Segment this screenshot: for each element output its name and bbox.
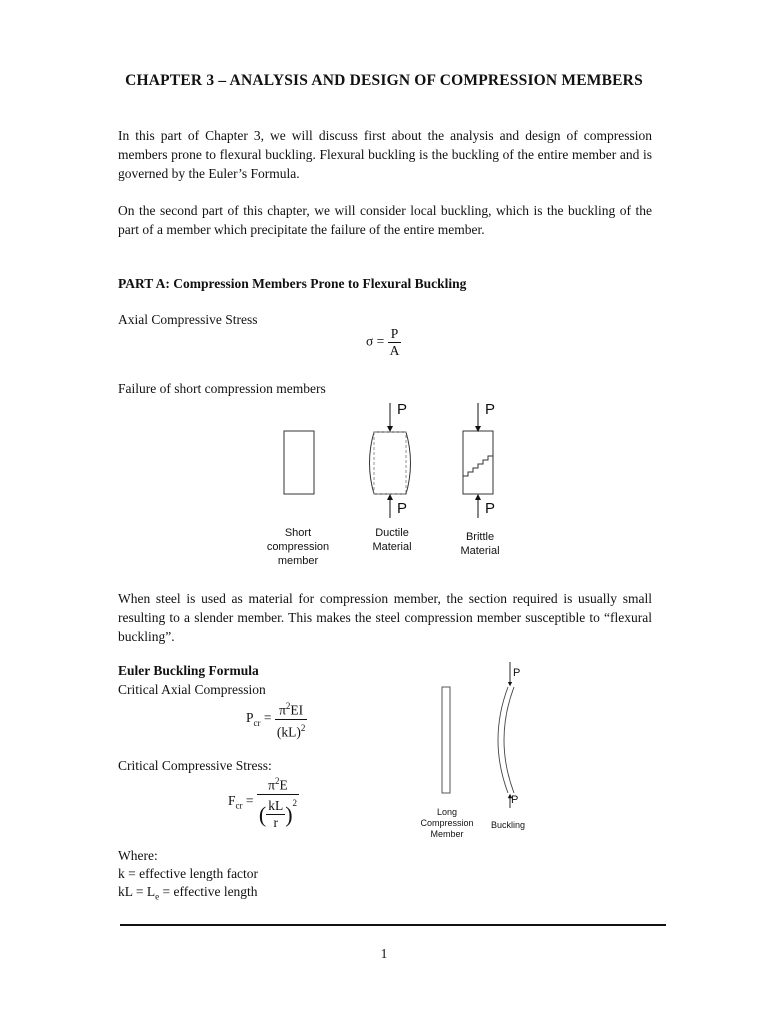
fcr-pi: π <box>268 777 275 793</box>
brittle-top-load: P <box>485 401 496 418</box>
pcr-num-tail: EI <box>290 702 304 718</box>
pcr-den-base: (kL) <box>276 724 301 739</box>
brittle-bottom-load: P <box>485 500 496 517</box>
ductile-original-outline <box>374 432 406 494</box>
short-member-label: Short compression member <box>266 527 330 567</box>
intro-paragraph-1: In this part of Chapter 3, we will discuss first about the analysis and design of compression members prone to flexural buckling. Flexural buckling is the buckling of the entire member and is governed by the Euler’s Formula. <box>118 128 652 181</box>
kl-definition <box>118 882 258 907</box>
page-number: 1 <box>380 946 388 961</box>
brittle-member-rect <box>463 431 493 494</box>
pcr-lhs-sub: cr <box>253 717 261 728</box>
formula-fraction <box>388 326 402 359</box>
kl-def-part-b: = effective length <box>159 884 258 899</box>
pcr-pi: π <box>279 702 286 718</box>
brittle-shear-plane <box>463 456 493 476</box>
pcr-pi-sup: 2 <box>285 701 291 711</box>
fcr-right-paren: ) <box>285 801 293 827</box>
pcr-formula <box>246 698 307 740</box>
buckling-bottom-load: P <box>511 794 519 806</box>
formula-lhs: σ = <box>366 333 385 349</box>
buckling-top-load: P <box>513 667 521 679</box>
euler-heading: Euler Buckling Formula <box>118 663 259 678</box>
buckled-member-left <box>498 687 508 793</box>
brittle-label: Brittle Material <box>460 531 500 557</box>
ductile-bottom-load: P <box>397 500 408 517</box>
k-definition: k = effective length factor <box>118 866 259 881</box>
buckled-member-right <box>504 687 514 793</box>
pcr-lhs: P <box>246 710 254 726</box>
formula-denominator: A <box>389 343 400 358</box>
ductile-member-shape <box>370 432 411 494</box>
ductile-top-load: P <box>397 401 408 418</box>
fcr-left-paren: ( <box>258 801 267 827</box>
axial-stress-label: Axial Compressive Stress <box>118 312 258 327</box>
axial-stress-formula <box>366 326 401 359</box>
page-title: CHAPTER 3 – ANALYSIS AND DESIGN OF COMPRESSION MEMBERS <box>125 72 643 89</box>
fcr-lhs-sub: cr <box>235 800 243 811</box>
part-a-heading: PART A: Compression Members Prone to Flexural Buckling <box>118 276 467 291</box>
buckling-label: Buckling <box>490 820 526 830</box>
formula-numerator: P <box>390 326 399 341</box>
failure-label: Failure of short compression members <box>118 381 326 396</box>
steel-paragraph: When steel is used as material for compression member, the section required is usually small resulting to a slender member. This makes the steel compression member susceptible to “flexural buckling”. <box>118 591 652 644</box>
where-label: Where: <box>118 848 158 863</box>
fcr-numerator <box>257 773 299 794</box>
pcr-den-sup: 2 <box>300 722 306 733</box>
fcr-lhs: F <box>228 793 236 809</box>
pcr-numerator <box>275 698 308 719</box>
short-member-rect <box>284 431 314 494</box>
fcr-fraction <box>257 773 299 831</box>
fcr-inner-den: r <box>266 814 285 831</box>
fcr-inner-num: kL <box>268 797 284 813</box>
pcr-fraction <box>275 698 308 740</box>
fcr-den-sup: 2 <box>292 797 298 808</box>
critical-stress-label: Critical Compressive Stress: <box>118 758 272 773</box>
long-member-rect <box>442 687 450 793</box>
intro-paragraph-2: On the second part of this chapter, we will consider local buckling, which is the buckling of the part of a member which precipitate the failure of the entire member. <box>118 203 652 237</box>
fcr-pi-sup: 2 <box>275 776 280 786</box>
fcr-equals: = <box>245 793 254 809</box>
fcr-inner-fraction <box>266 798 285 831</box>
fcr-num-tail: E <box>279 777 288 793</box>
long-member-label: Long Compression Member <box>420 807 474 839</box>
footer-rule <box>120 924 666 926</box>
buckling-figure <box>420 660 560 810</box>
critical-axial-label: Critical Axial Compression <box>118 682 266 697</box>
fcr-formula <box>228 773 299 831</box>
pcr-equals: = <box>263 710 272 726</box>
pcr-denominator <box>275 719 308 741</box>
kl-def-part-a: kL = L <box>118 884 156 899</box>
ductile-label: Ductile Material <box>372 527 412 553</box>
fcr-denominator <box>257 794 299 831</box>
kl-def-sub: e <box>155 891 160 902</box>
